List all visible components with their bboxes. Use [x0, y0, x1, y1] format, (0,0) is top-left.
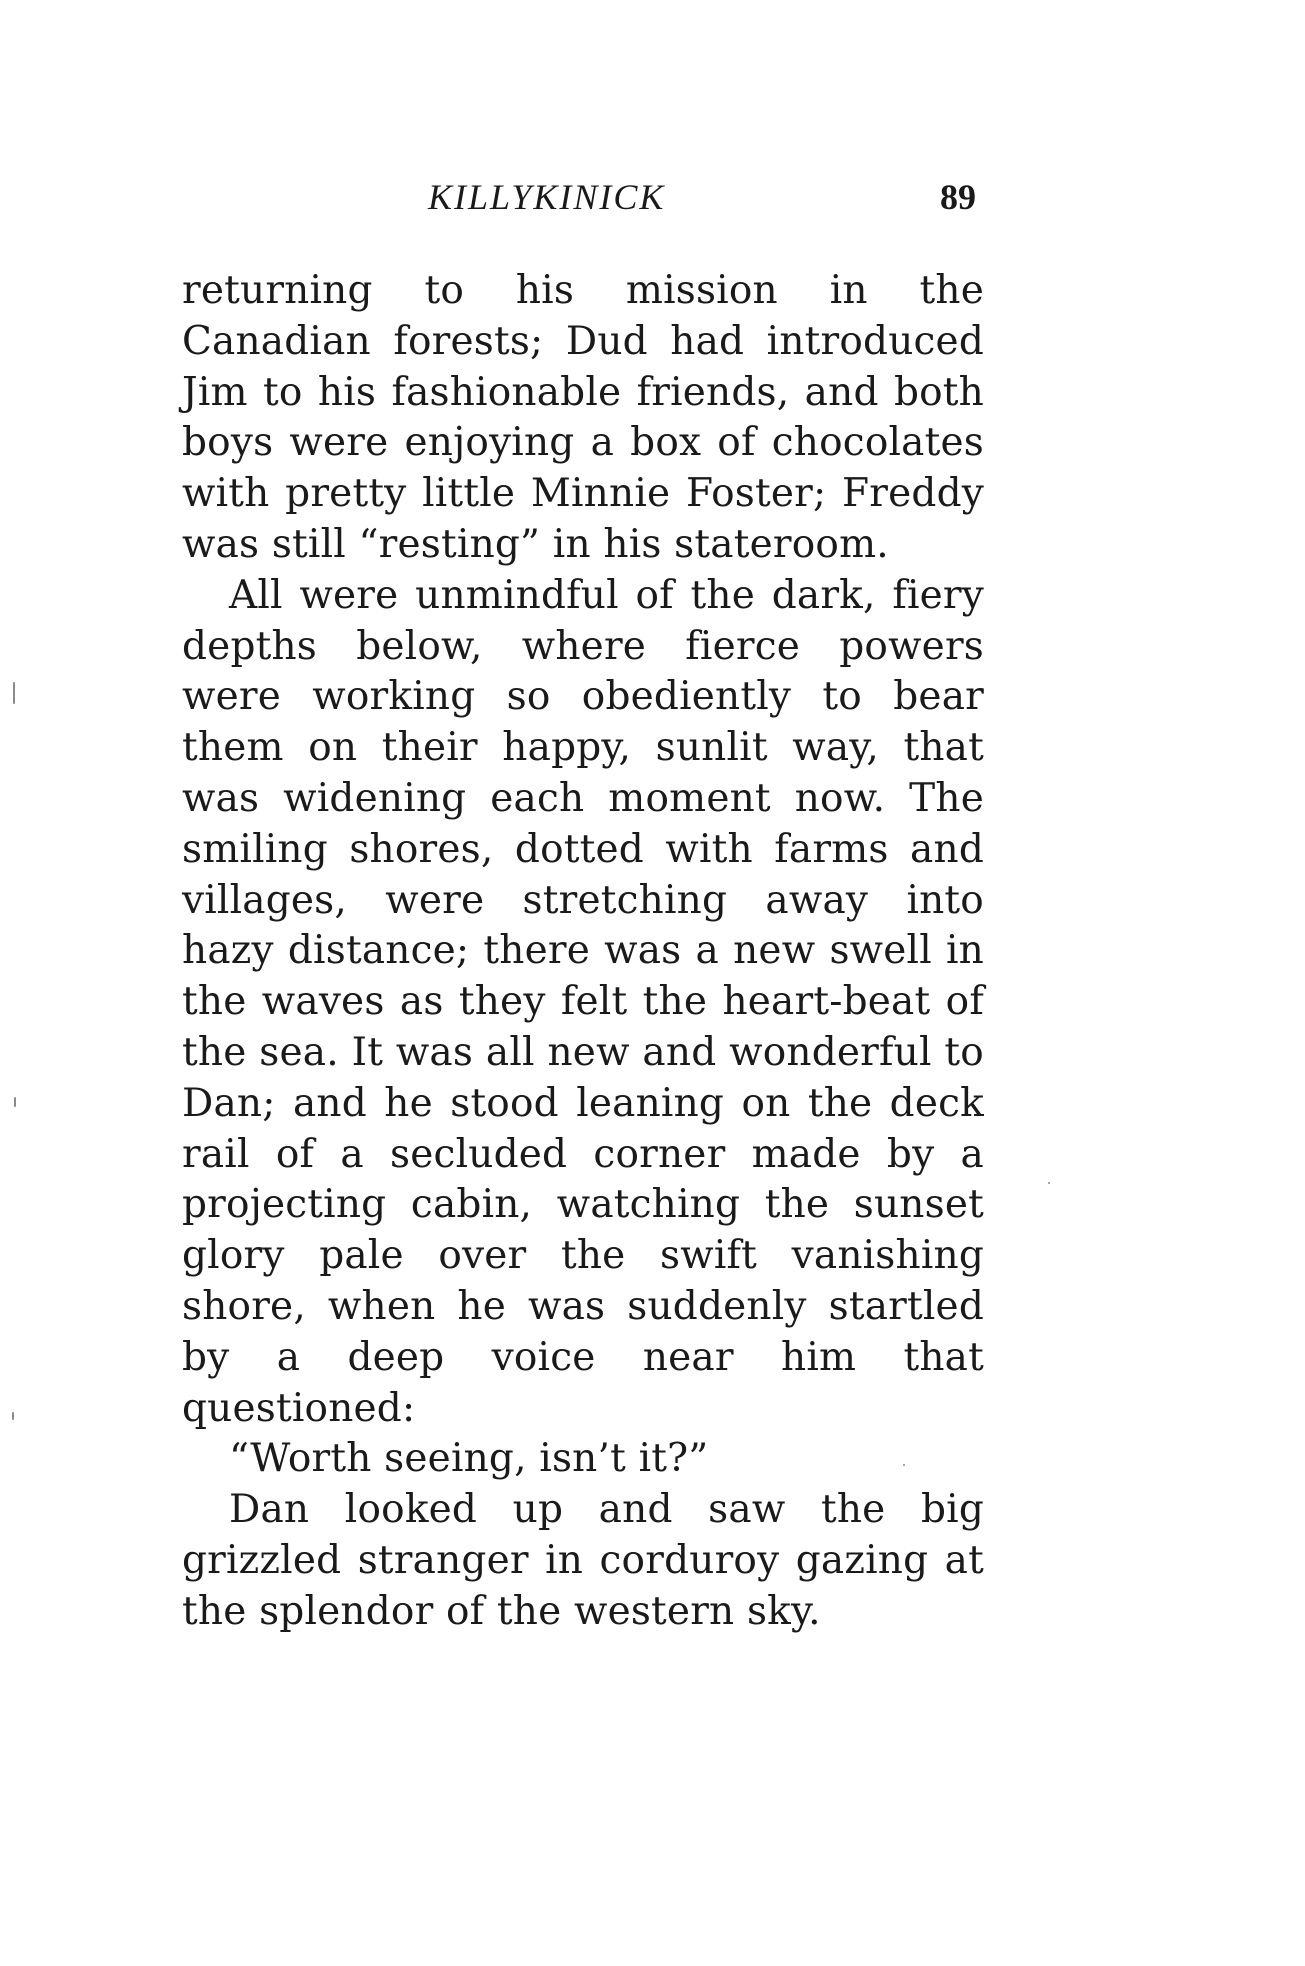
paragraph-continued: returning to his mission in the Canadian forests; Dud had introduced Jim to his fashionable friends, and both boys were enjoying a box of chocolates with pretty little Minnie Foster; Freddy was still “resting” in his stateroom.: [182, 268, 984, 567]
scan-speck: [13, 682, 15, 704]
paragraph: Dan looked up and saw the big grizzled stranger in corduroy gazing at the splendor of the western sky.: [182, 1487, 984, 1634]
scan-speck: [903, 1464, 905, 1466]
running-head: [182, 172, 982, 222]
scan-speck: [12, 1412, 14, 1420]
scan-speck: [14, 1097, 16, 1107]
page-number: 89: [940, 177, 976, 217]
scan-speck: [1048, 1182, 1050, 1184]
paragraph: All were unmindful of the dark, fiery depths below, where fierce powers were working so obediently to bear them on their happy, sunlit way, that was widening each moment now. The smiling shores, dotted with farms and villages, were stretching away into hazy distance; there was a new swell in the waves as they felt the heart-beat of the sea. It was all new and wonderful to Dan; and he stood leaning on the deck rail of a secluded corner made by a projecting cabin, watching the sunset glory pale over the swift vanishing shore, when he was suddenly startled by a deep voice near him that questioned:: [182, 572, 984, 1431]
dialogue-line: “Worth seeing, isn’t it?”: [229, 1436, 709, 1482]
running-title: KILLYKINICK: [428, 177, 666, 217]
body-text: [182, 266, 984, 1638]
